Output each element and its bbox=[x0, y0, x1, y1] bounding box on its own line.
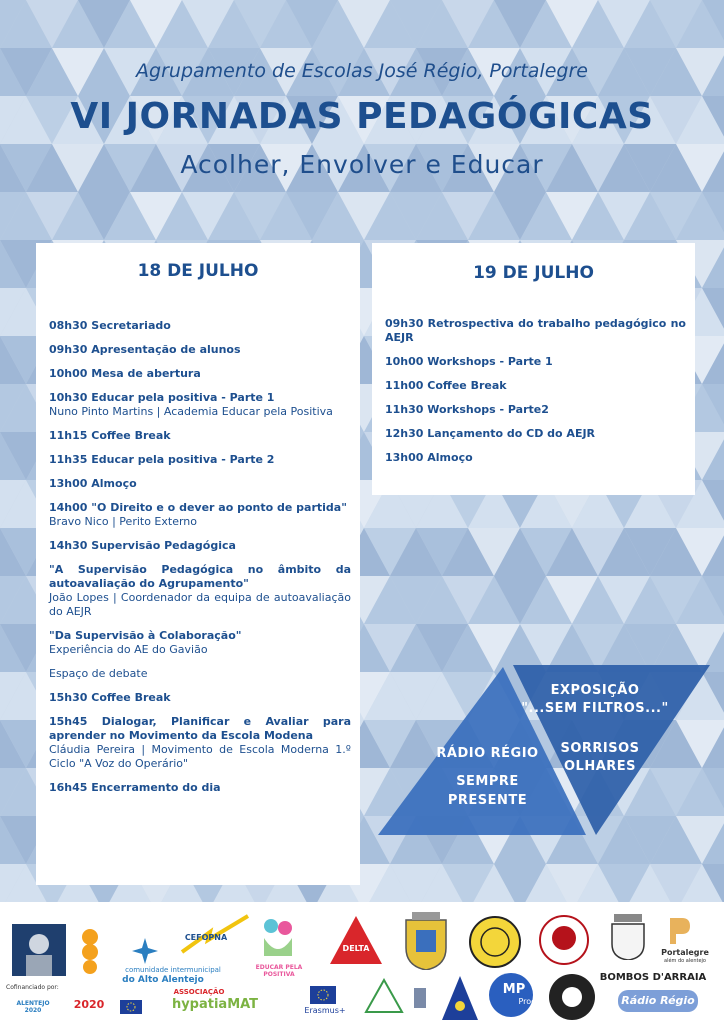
portalegre-sub: além do alentejo bbox=[664, 958, 706, 964]
day2-schedule bbox=[372, 317, 695, 465]
music-note-logo bbox=[442, 976, 478, 1020]
schedule-item-title: 08h30 Secretariado bbox=[49, 319, 171, 332]
exhibition-line1: EXPOSIÇÃO bbox=[550, 683, 640, 698]
exhibition-title bbox=[520, 682, 670, 718]
schedule-item-title: 09h30 Apresentação de alunos bbox=[49, 343, 241, 356]
schedule-item-title: 14h00 "O Direito e o dever ao ponto de partida" bbox=[49, 501, 347, 514]
delta-logo bbox=[330, 916, 382, 964]
hypatia-line2: hypatiaMAT bbox=[171, 997, 259, 1012]
schedule-item bbox=[49, 453, 351, 467]
schedule-item-title: 11h00 Coffee Break bbox=[385, 379, 507, 392]
schedule-item bbox=[49, 477, 351, 491]
schedule-item bbox=[49, 629, 351, 657]
schedule-item bbox=[49, 715, 351, 771]
small-logo-icon bbox=[412, 986, 428, 1010]
schedule-item-speaker: Cláudia Pereira | Movimento de Escola Moderna 1.º Ciclo "A Voz do Operário" bbox=[49, 743, 351, 770]
estg-logo bbox=[78, 928, 102, 974]
schedule-item bbox=[49, 691, 351, 705]
local-association-logo bbox=[468, 916, 522, 968]
schedule-item-title: "A Supervisão Pedagógica no âmbito da autoavaliação do Agrupamento" bbox=[49, 563, 351, 590]
cefopna-label: CEFOPNA bbox=[184, 933, 228, 942]
schedule-item bbox=[385, 427, 686, 441]
schedule-item-title: 15h30 Coffee Break bbox=[49, 691, 171, 704]
schedule-item-title: 15h45 Dialogar, Planificar e Avaliar para aprender no Movimento da Escola Modena bbox=[49, 715, 351, 742]
radio-regio-text bbox=[425, 744, 550, 810]
schedule-item-speaker: Nuno Pinto Martins | Academia Educar pela Positiva bbox=[49, 405, 333, 418]
mp-sub: Proc bbox=[518, 997, 536, 1006]
cim-star-logo bbox=[132, 938, 158, 964]
radio-line3: PRESENTE bbox=[447, 793, 528, 808]
cofin-label: Cofinanciado por: bbox=[6, 984, 59, 991]
schedule-item bbox=[385, 317, 686, 345]
schedule-item bbox=[49, 429, 351, 443]
schedule-item-note: Espaço de debate bbox=[49, 667, 148, 680]
schedule-item-title: 12h30 Lançamento do CD do AEJR bbox=[385, 427, 596, 440]
exhibition-line4: OLHARES bbox=[563, 759, 637, 774]
schedule-item bbox=[49, 391, 351, 419]
schedule-item-title: 13h00 Almoço bbox=[49, 477, 137, 490]
radio-line1: RÁDIO RÉGIO bbox=[436, 746, 539, 761]
bombos-label: BOMBOS D'ARRAIA bbox=[599, 972, 707, 983]
jose-regio-portrait-logo bbox=[12, 924, 66, 976]
radio-line2: SEMPRE bbox=[456, 774, 519, 789]
sponsor-logos-strip bbox=[0, 902, 724, 1024]
schedule-item bbox=[49, 539, 351, 553]
schedule-item-title: 16h45 Encerramento do dia bbox=[49, 781, 221, 794]
schedule-item-title: 09h30 Retrospectiva do trabalho pedagógico no AEJR bbox=[385, 317, 686, 344]
schedule-item-title: 10h30 Educar pela positiva - Parte 1 bbox=[49, 391, 275, 404]
radio-regio-logo: Rádio Régio bbox=[618, 990, 698, 1012]
schedule-item-speaker: João Lopes | Coordenador da equipa de autoavaliação do AEJR bbox=[49, 591, 351, 618]
day2-title: 19 DE JULHO bbox=[473, 263, 594, 283]
drum-logo bbox=[546, 972, 598, 1022]
schedule-item-title: 11h15 Coffee Break bbox=[49, 429, 171, 442]
educar-pela-positiva-logo bbox=[258, 916, 298, 962]
schedule-item bbox=[49, 781, 351, 795]
school-name: Agrupamento de Escolas José Régio, Portalegre bbox=[136, 60, 588, 82]
event-title: VI JORNADAS PEDAGÓGICAS bbox=[70, 96, 654, 137]
schedule-item bbox=[49, 501, 351, 529]
delta-label: DELTA bbox=[342, 944, 370, 953]
portalegre-p-logo bbox=[668, 916, 692, 946]
cim-line1: comunidade intermunicipal bbox=[125, 966, 221, 974]
schedule-item-title: 10h00 Workshops - Parte 1 bbox=[385, 355, 553, 368]
schedule-item bbox=[49, 319, 351, 333]
exhibition-line2: "...SEM FILTROS..." bbox=[521, 701, 669, 716]
schedule-item-speaker: Bravo Nico | Perito Externo bbox=[49, 515, 198, 528]
day1-schedule bbox=[36, 319, 360, 795]
erasmus-label: Erasmus+ bbox=[304, 1006, 346, 1015]
schedule-item bbox=[49, 667, 351, 681]
municipality-shield-logo bbox=[610, 914, 646, 960]
portalegre-coat-of-arms bbox=[400, 912, 452, 970]
event-subtitle: Acolher, Envolver e Educar bbox=[180, 150, 544, 179]
exhibition-themes bbox=[540, 740, 660, 776]
schedule-item bbox=[385, 379, 686, 393]
schedule-item-speaker: Experiência do AE do Gavião bbox=[49, 643, 208, 656]
schedule-item-title: 11h30 Workshops - Parte2 bbox=[385, 403, 549, 416]
day1-title: 18 DE JULHO bbox=[137, 261, 259, 281]
schedule-item bbox=[49, 367, 351, 381]
educar-label: EDUCAR PELA POSITIVA bbox=[255, 964, 303, 978]
schedule-item-title: 14h30 Supervisão Pedagógica bbox=[49, 539, 236, 552]
cim-line2: do Alto Alentejo bbox=[122, 975, 204, 985]
triangle-outline-logo bbox=[364, 978, 404, 1014]
hypatia-line1: ASSOCIAÇÃO bbox=[173, 988, 225, 996]
universidade-evora-logo bbox=[538, 912, 590, 968]
schedule-item-title: 13h00 Almoço bbox=[385, 451, 473, 464]
schedule-item-title: 11h35 Educar pela positiva - Parte 2 bbox=[49, 453, 275, 466]
day1-program-card bbox=[36, 243, 360, 885]
schedule-item bbox=[385, 451, 686, 465]
schedule-item bbox=[49, 343, 351, 357]
day2-program-card bbox=[372, 243, 695, 495]
portalegre-label: Portalegre bbox=[661, 948, 709, 957]
schedule-item-title: "Da Supervisão à Colaboração" bbox=[49, 629, 242, 642]
erasmus-flag-icon bbox=[310, 986, 336, 1004]
eu-flag-icon bbox=[120, 1000, 142, 1014]
schedule-item bbox=[385, 403, 686, 417]
schedule-item-title: 10h00 Mesa de abertura bbox=[49, 367, 201, 380]
alentejo2020-logo: ALENTEJO 2020 bbox=[16, 1000, 50, 1014]
schedule-item bbox=[385, 355, 686, 369]
portugal2020-logo: 2020 bbox=[73, 998, 105, 1011]
exhibition-line3: SORRISOS bbox=[560, 741, 640, 756]
mp-label: MP bbox=[502, 982, 526, 997]
schedule-item bbox=[49, 563, 351, 619]
